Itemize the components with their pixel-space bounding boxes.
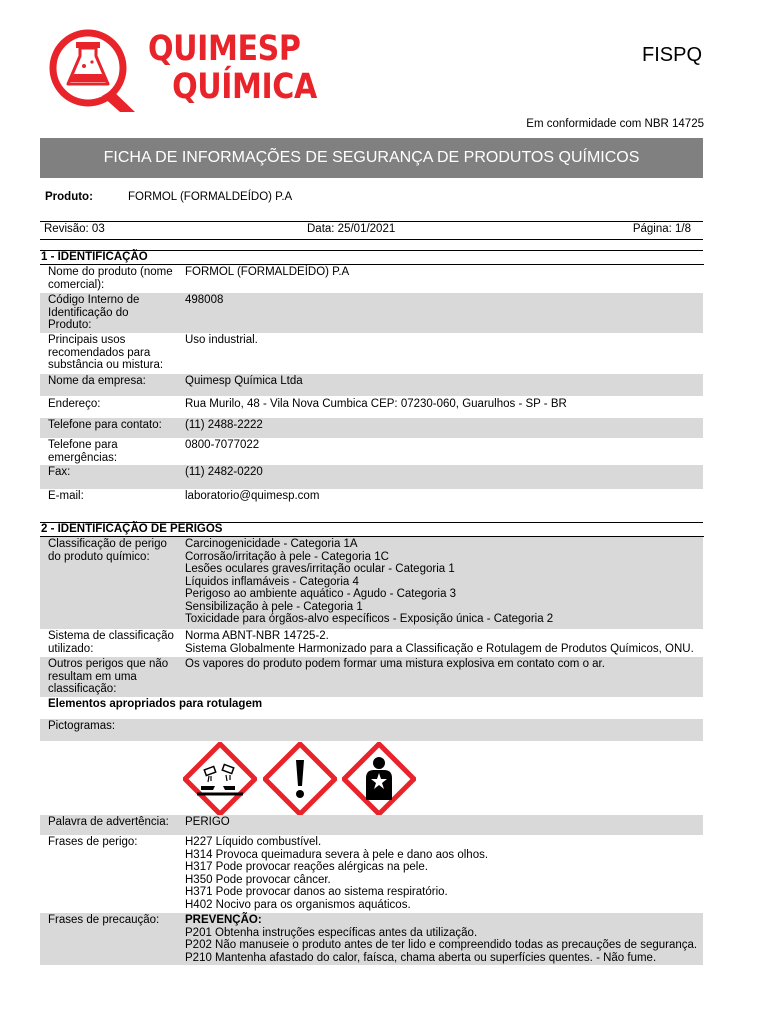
row-label: Nome da empresa: [48, 375, 146, 387]
hazard-classification-list [185, 538, 705, 626]
table-row [40, 719, 703, 741]
row-label: Pictogramas: [48, 720, 116, 732]
list-item: Perigoso ao ambiente aquático - Agudo - Categoria 3 [185, 588, 457, 600]
row-label: Outros perigos que não resultam em uma classificação: [48, 658, 169, 695]
signal-word: PERIGO [185, 816, 230, 828]
row-label: Palavra de advertência: [48, 816, 169, 828]
precaution-statements-list [185, 914, 705, 964]
table-row [40, 465, 703, 489]
document-title: FICHA DE INFORMAÇÕES DE SEGURANÇA DE PRODUTOS QUÍMICOS [103, 149, 640, 166]
row-value: laboratorio@quimesp.com [185, 490, 320, 502]
list-item: Sensibilização à pele - Categoria 1 [185, 600, 363, 613]
table-row [40, 913, 703, 965]
row-label: Principais usos recomendados para substância ou mistura: [48, 334, 164, 371]
list-item: H402 Nocivo para os organismos aquáticos. [185, 898, 411, 911]
list-item: P202 Não manuseie o produto antes de ter lido e compreendido todas as precauções de segurança. [185, 939, 698, 951]
company-logo-text [148, 30, 317, 106]
logo-line-2: QUÍMICA [172, 67, 317, 107]
row-label: Telefone para emergências: [48, 439, 118, 464]
list-item: Sistema Globalmente Harmonizado para a Classificação e Rotulagem de Produtos Químicos, ONU. [185, 642, 694, 655]
table-row [40, 293, 703, 333]
list-item: Líquidos inflamáveis - Categoria 4 [185, 575, 359, 588]
row-label: Nome do produto (nome comercial): [48, 266, 173, 291]
row-label: Código Interno de Identificação do Produto: [48, 294, 140, 331]
table-row [40, 657, 703, 697]
product-label: Produto: [45, 191, 93, 203]
table-row [40, 438, 703, 465]
row-label: Telefone para contato: [48, 419, 162, 431]
list-item: Carcinogenicidade - Categoria 1A [185, 538, 358, 550]
row-label: Fax: [48, 466, 71, 478]
list-item: H314 Provoca queimadura severa à pele e dano aos olhos. [185, 848, 489, 861]
row-label: Frases de precaução: [48, 914, 160, 926]
product-name: FORMOL (FORMALDEÍDO) P.A [128, 191, 293, 203]
row-label: E-mail: [48, 490, 84, 502]
revision-date: Data: 25/01/2021 [307, 223, 396, 235]
row-label: Sistema de classificação utilizado: [48, 630, 174, 655]
table-row [40, 396, 703, 418]
document-title-banner [40, 138, 703, 178]
row-label: Classificação de perigo do produto químico: [48, 538, 167, 563]
list-item: H350 Pode provocar câncer. [185, 873, 331, 886]
row-value: Quimesp Química Ltda [185, 375, 303, 387]
section-1-title: 1 - IDENTIFICAÇÃO [40, 251, 704, 265]
hazard-statements-list [185, 836, 705, 911]
table-row [40, 835, 703, 913]
revision-number: Revisão: 03 [44, 223, 105, 235]
table-row [40, 537, 703, 629]
table-row [40, 418, 703, 438]
table-row [40, 815, 703, 835]
classification-system-list [185, 630, 705, 655]
compliance-note: Em conformidade com NBR 14725 [526, 118, 704, 130]
list-item: H371 Pode provocar danos ao sistema respiratório. [185, 886, 448, 898]
list-item: Toxicidade para órgãos-alvo específicos - Exposição única - Categoria 2 [185, 613, 554, 625]
row-value: (11) 2482-0220 [185, 466, 263, 478]
list-item: P210 Mantenha afastado do calor, faísca, chama aberta ou superfícies quentes. - Não fume. [185, 951, 657, 964]
precaution-heading: PREVENÇÃO: [185, 914, 262, 926]
list-item: H317 Pode provocar reações alérgicas na pele. [185, 861, 428, 873]
table-row [40, 265, 703, 293]
row-value: Os vapores do produto podem formar uma mistura explosiva em contato com o ar. [185, 658, 605, 670]
table-row [40, 629, 703, 657]
flask-logo-icon [40, 26, 150, 114]
page-number: Página: 1/8 [632, 223, 691, 235]
labeling-elements-title: Elementos apropriados para rotulagem [48, 698, 263, 710]
list-item: Lesões oculares graves/irritação ocular - Categoria 1 [185, 563, 455, 575]
row-value: Rua Murilo, 48 - Vila Nova Cumbica CEP: 07230-060, Guarulhos - SP - BR [185, 398, 567, 410]
logo-line-1: QUIMESP [148, 29, 301, 69]
section-2-title: 2 - IDENTIFICAÇÃO DE PERIGOS [40, 523, 704, 537]
corrosion-pictogram-icon [183, 742, 257, 816]
table-row [40, 489, 703, 511]
row-label: Frases de perigo: [48, 836, 138, 848]
list-item: Corrosão/irritação à pele - Categoria 1C [185, 550, 389, 563]
row-value: 498008 [185, 294, 224, 306]
row-label: Endereço: [48, 398, 101, 410]
row-value: (11) 2488-2222 [185, 419, 263, 431]
exclamation-pictogram-icon [263, 742, 337, 816]
table-row [40, 333, 703, 373]
row-value: 0800-7077022 [185, 439, 260, 451]
table-row [40, 374, 703, 396]
row-value: Uso industrial. [185, 334, 258, 346]
row-value: FORMOL (FORMALDEÍDO) P.A [185, 266, 350, 278]
company-logo [40, 26, 317, 114]
health-hazard-pictogram-icon [342, 742, 416, 816]
list-item: H227 Líquido combustível. [185, 836, 322, 848]
list-item: Norma ABNT-NBR 14725-2. [185, 630, 329, 642]
document-code: FISPQ [641, 44, 702, 66]
revision-bar [40, 221, 703, 240]
list-item: P201 Obtenha instruções específicas antes da utilização. [185, 926, 478, 939]
